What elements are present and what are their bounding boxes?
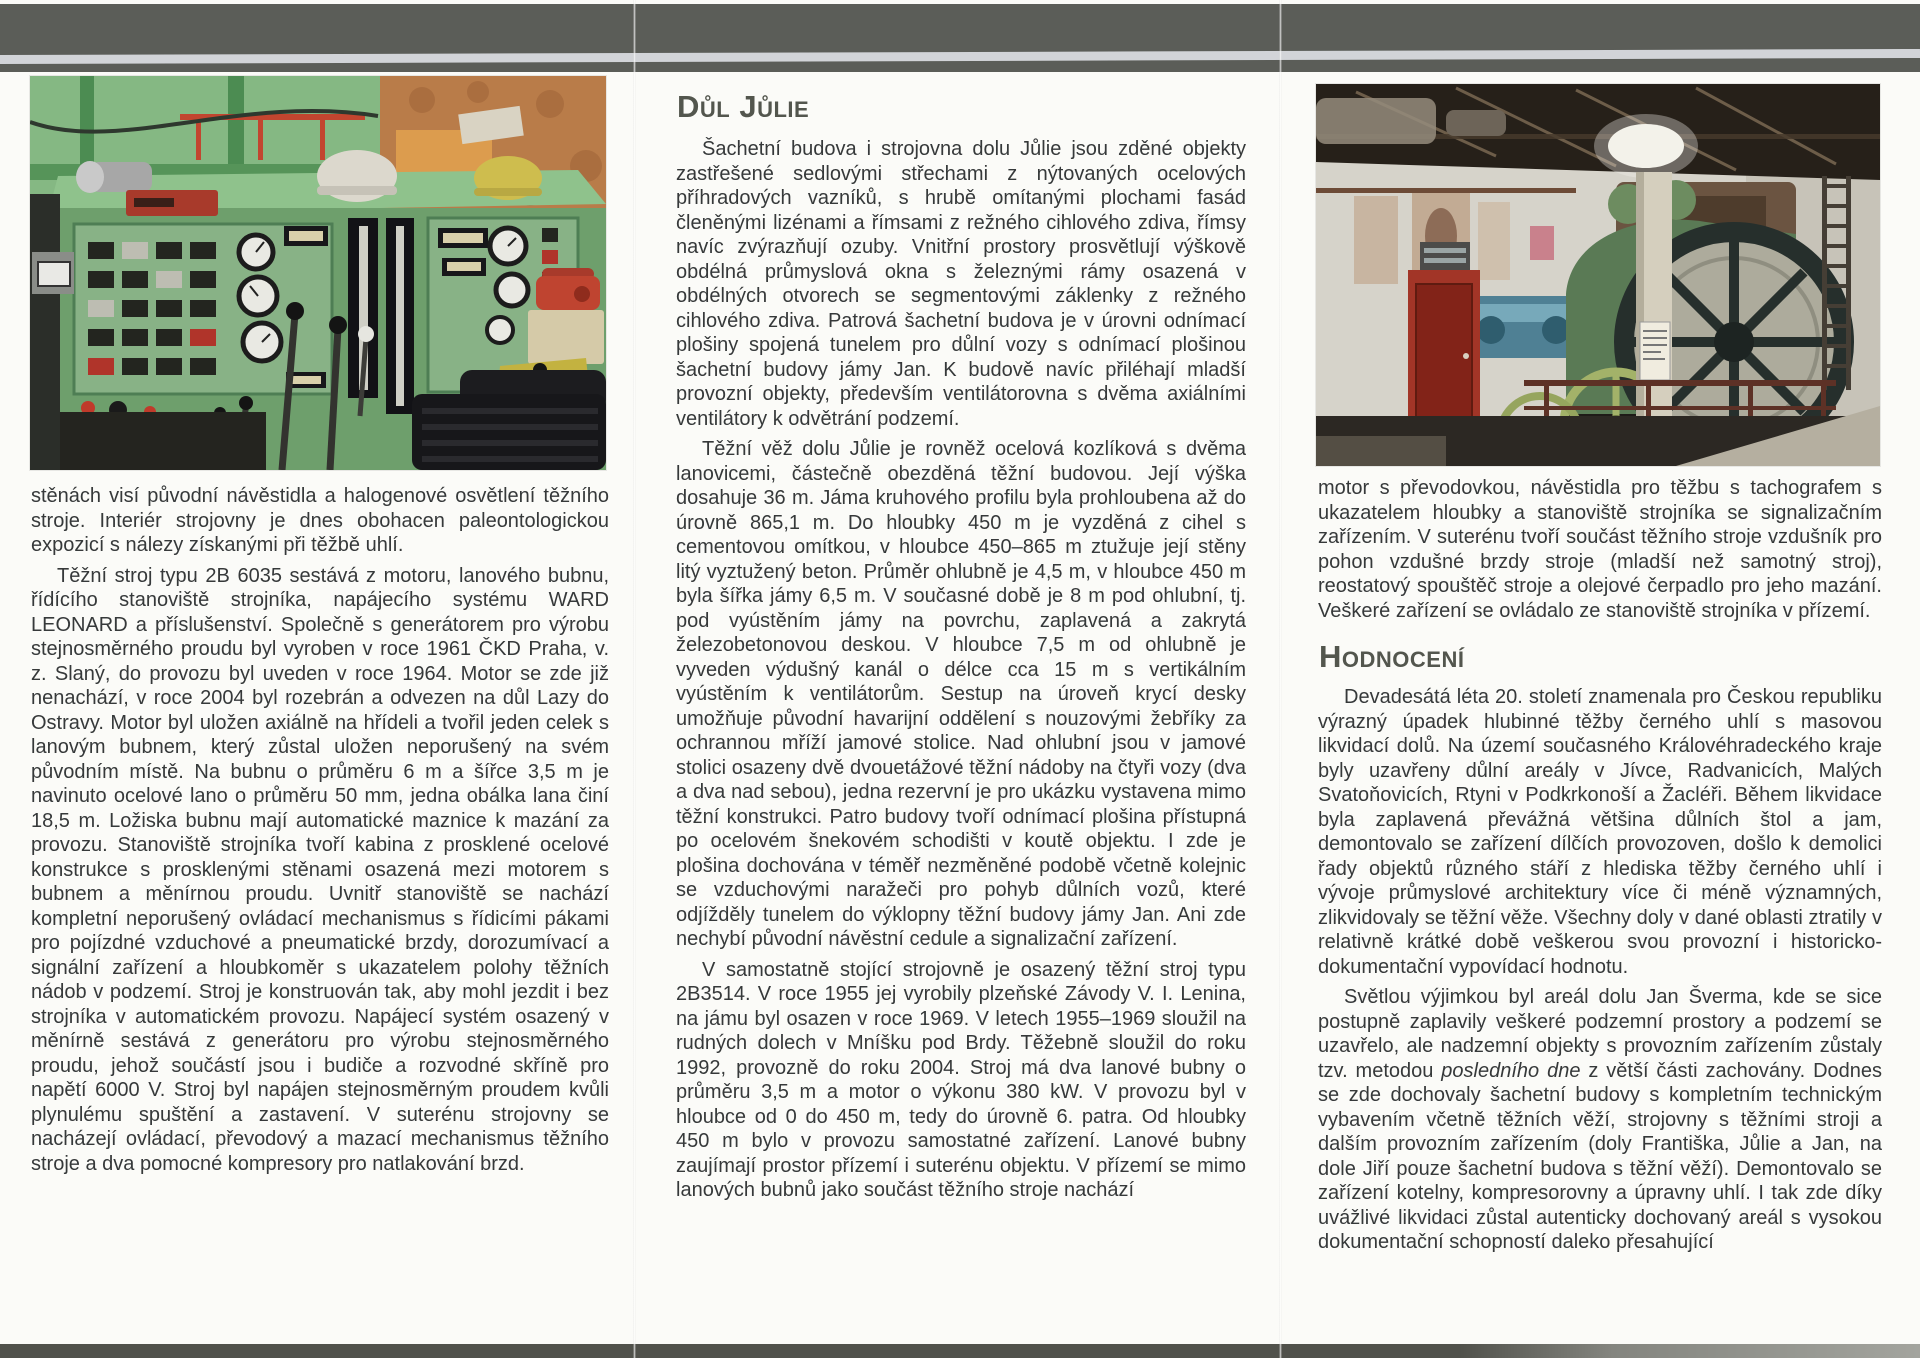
text-run: stěnách visí původní návěstidla a halogenové osvětlení těžního stroje. Interiér strojovny je dnes obohacen paleontologickou expozicí s nálezy získanými při těžbě uhlí.: [31, 485, 609, 556]
white-helmet: [317, 150, 397, 202]
top-fold-band: [0, 4, 1920, 72]
cream-equipment-box: [528, 310, 604, 364]
round-gauges-left: [239, 235, 281, 361]
bottom-fold-band: [0, 1344, 1920, 1358]
text-run: V samostatně stojící strojovně je osazený těžní stroj typu 2B3514. V roce 1955 jej vyrobily plzeňské Závody V. I. Lenina, na jámu byl osazen v roce 1969. V letech 1955–1969 sloužil na rudných dolech v Mníšku pod Brdy. Těžebně sloužil do roku 1992, provozně do roku 2004. Stroj má dva lanové bubny o průměru 3,5 m a motor o výkonu 380 kW. V provozu byl v hloubce od 0 do 450 m, tedy do úrovně 6. patra. Od hloubky 450 m bylo v provozu samostatné zařízení. Lanové bubny zaujímají prostor přízemí i suterénu objektu. V přízemí se mimo lanových bubnů jako součást těžního stroje nachází: [676, 958, 1246, 1201]
paragraph: [676, 137, 1246, 431]
paragraph: [1318, 476, 1882, 623]
window-light: [1594, 114, 1698, 178]
paragraph: [1318, 685, 1882, 979]
machinist-cabin-photo: [30, 76, 606, 470]
middle-column-text: [676, 137, 1246, 1203]
dul-julie-heading: Důl Jůlie: [677, 89, 810, 124]
text-run: Šachetní budova i strojovna dolu Jůlie jsou zděné objekty zastřešené sedlovými střechami z nýtovaných ocelových příhradových vazníků, s hrubě omítanými plochami fasád členěnými lizénami a římsami z režného cihlového zdiva, římsy navíc zvýrazňují ozuby. Vnitřní prostory prosvětlují výškově obdélná průmyslová okna s železnými rámy osazená v obdélných otvorech se segmentovými záklenky z režného cihlového zdiva. Patrová šachetní budova je v úrovni odnímací plošiny spojená tunelem pro důlní vozy s odnímací plošinou šachetní budovy jámy Jan. K budově navíc přiléhají mladší provozní objekty, především ventilátorovna s dvěma axiálními ventilátory k odvětrání podzemí.: [676, 138, 1246, 430]
hodnoceni-heading: Hodnocení: [1319, 639, 1465, 674]
right-column-text: [1318, 685, 1882, 1255]
right-column: [1318, 476, 1882, 1261]
red-telephone: [536, 268, 600, 310]
text-run: Světlou výjimkou byl areál dolu Jan Šverma, kde se sice postupně zaplavily veškeré podzemní prostory a podzemí se uzavřelo, ale nadzemní objekty s provozním zařízením zůstaly tzv. metodou: [1318, 986, 1882, 1082]
engine-hall-photo: [1316, 84, 1880, 466]
top-band-stripe: [0, 49, 1920, 64]
paragraph: [31, 564, 609, 1177]
fold-crease-left: [633, 0, 636, 1358]
cabin-floor: [30, 412, 266, 470]
paragraph: [676, 437, 1246, 952]
text-run: posledního dne: [1441, 1059, 1581, 1082]
yellow-helmet: [474, 156, 542, 200]
fold-crease-right: [1279, 0, 1282, 1358]
right-column-top-text: [1318, 476, 1882, 623]
text-run: Těžní věž dolu Jůlie je rovněž ocelová kozlíková s dvěma lanovicemi, částečně obezděná těžní budovou. Její výška dosahuje 36 m. Jáma kruhového profilu byla prohloubena až do úrovně 865,1 m. Do hloubky 450 m je vyzděná z cihel s cementovou omítkou, v hloubce 450–865 m ztužuje její stěny litý vyztužený beton. Průměr ohlubně je 4,5 m, v hloubce 450 m byla šířka jámy 6,5 m. V současné době je 8 m pod ohlubní, tj. pod vyústěním jámy na povrchu, zaplavená a zakrytá železobetonovou deskou. V hloubce 7,5 m od ohlubně je vyveden výdušný kanál o délce cca 15 m s vertikálním vyústěním k ventilátorům. Sestup na úroveň krycí desky umožňuje původní havarijní oddělení s nouzovými žebříky za ochrannou mříží jamové stolice. Nad ohlubní jsou v jamové stolici osazeny dvě dvouetážové těžní nádoby na čtyři vozy (dva a dva nad sebou), jedna rezervní je pro ukázku vystavena mimo těžní konstrukci. Patro budovy tvoří odnímací plošina přístupná po ocelovém šnekovém schodišti v koutě objektu. I zde je plošina dochována v téměř nezměněné podobě včetně kolejnic se vzduchovými naražeči pro pohyb důlních vozů, které odjížděly tunelem do výklopny těžní budovy jámy Jan. Ani zde nechybí původní návěstní cedule a signalizační zařízení.: [676, 438, 1246, 950]
middle-column: [676, 90, 1246, 1209]
text-run: Těžní stroj typu 2B 6035 sestává z motoru, lanového bubnu, řídícího stanoviště strojníka, napájecího systému WARD LEONARD a příslušenství. Společně s generátorem pro výrobu stejnosměrného proudu byl vyroben v roce 1961 ČKD Praha, v. z. Slaný, do provozu byl uveden v roce 1964. Motor se zde již nenachází, v roce 2004 byl rozebrán a odvezen na důl Lazy do Ostravy. Motor byl uložen axiálně na hřídeli a tvořil jeden celek s lanovým bubnem, který zůstal uložen neporušený na svém původním místě. Na bubnu o průměru 6 m a šířce 3,5 m je navinuto ocelové lano o průměru 50 mm, jedna obálka lana činí 18,5 m. Ložiska bubnu mají automatické maznice k mazání za provozu. Stanoviště strojníka tvoří kabina z prosklené ocelové konstrukce s prosklenými stěnami osazená mezi motorem s bubnem a měnírnou proudu. Uvnitř stanoviště se nachází kompletní neporušený ovládací mechanismus s řídicími pákami pro pojízdné vzduchové a pneumatické brzdy, dorozumívací a signální zařízení a hloubkoměr s ukazatelem polohy těžních nádob v podzemí. Stroj je konstruován tak, aby mohl jezdit i bez strojníka v automatickém provozu. Napájecí systém osazený v měnírně sestává z generátoru pro výrobu stejnosměrného proudu, jehož součástí jsou i budiče a rozvodné skříně pro napětí 6000 V. Stroj byl napájen stejnosměrným proudem kvůli plynulému spuštění a zastavení. V suterénu strojovny se nacházejí ovládací, převodový a mazací mechanismus těžního stroje a dva pomocné kompresory pro natlakování brzd.: [31, 564, 609, 1175]
text-run: z větší části zachovány. Dodnes se zde dochovaly šachetní budovy s kompletním technickým vybavením včetně těžních věží, strojovny s těžními stroji a dalším provozním zařízením (doly Františka, Jůlie a Jan, na dole Jiří pouze šachetní budova s těžní věží). Demontovalo se zařízení kotelny, kompresorovny a úpravny uhlí. I tak zde díky uvážlivé likvidaci zůstal autenticky dochovaný areál s vysokou dokumentační schopností daleko přesahující: [1318, 1059, 1883, 1253]
notice-sign: [1640, 322, 1670, 380]
paragraph: [676, 958, 1246, 1203]
paragraph: [1318, 985, 1882, 1255]
paragraph: [31, 484, 609, 558]
left-column-text: [31, 484, 609, 1182]
text-run: Devadesátá léta 20. století znamenala pro Českou republiku výrazný úpadek hlubinné těžby černého uhlí s masovou likvidací dolů. Na území současného Královéhradeckého kraje byly uzavřeny důlní areály v Jívce, Radvanicích, Malých Svatoňovicích, Rtyni v Podkrkonoší a Žacléři. Během likvidace byla zaplavená převážná většina důlních štol a jam, demontovalo se zařízení dílčích provozoven, došlo k demolici řady objektů různého stáří z hlediska těžby černého uhlí i vývoje průmyslové architektury více či méně významných, zlikvidovaly se těžní věže. Všechny doly v dané oblasti ztratily v relativně krátké době veškerou svou provozní i historicko-dokumentační vypovídací hodnotu.: [1318, 686, 1882, 978]
text-run: motor s převodovkou, návěstidla pro těžbu s tachografem s ukazatelem hloubky a stanoviště strojníka se signalizačním zařízením. V suterénu tvoří součást těžního stroje vzdušník pro pohon vzdušné brzdy stroje (mladší než samotný stroj), reostatový spouštěč stroje a olejové čerpadlo pro jeho mazání. Veškeré zařízení se ovládalo ze stanoviště strojníka v přízemí.: [1318, 477, 1882, 622]
